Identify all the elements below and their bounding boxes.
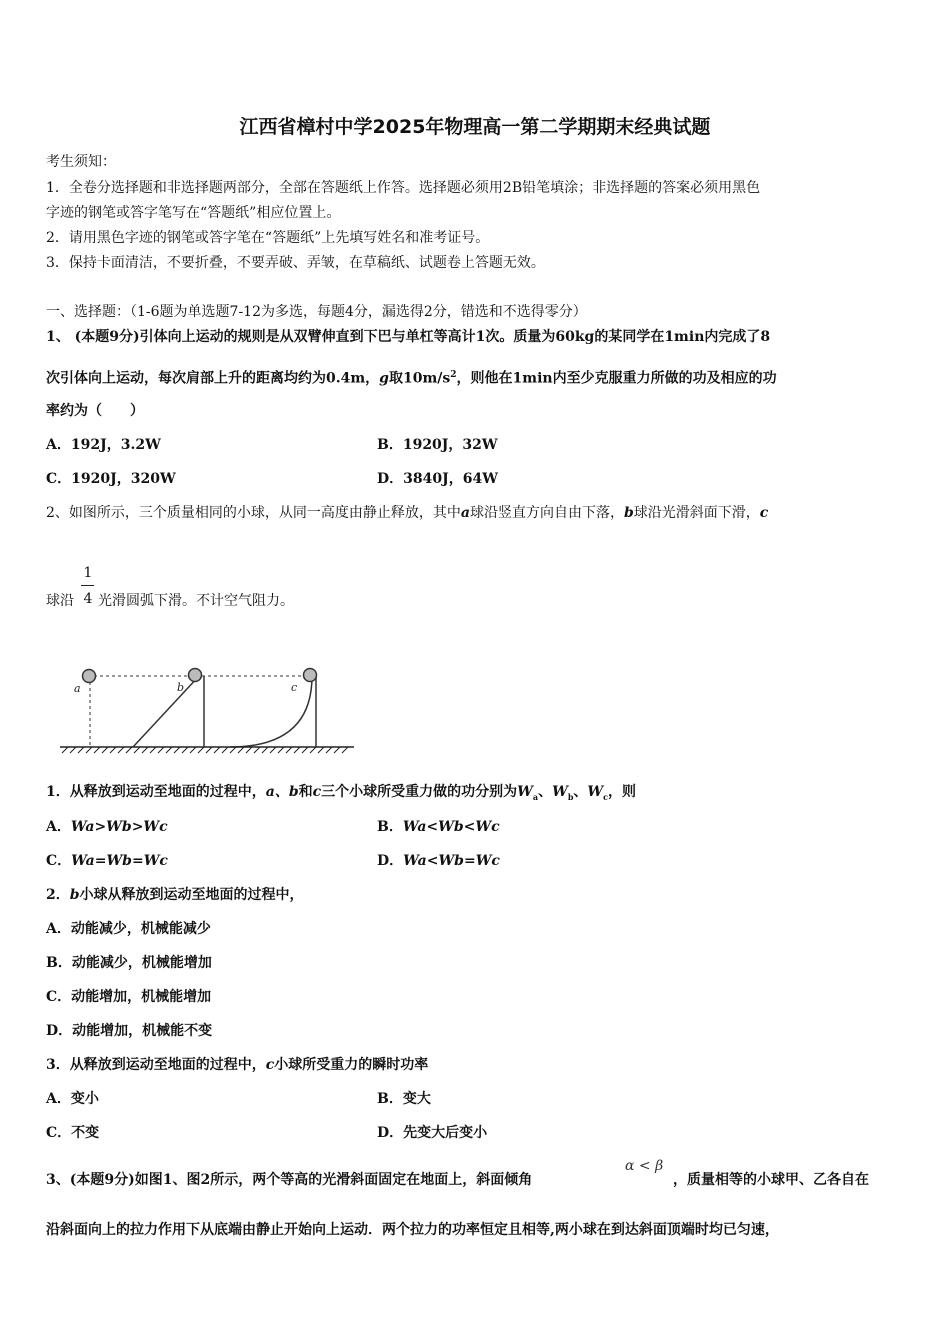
q2-sub3-option-b[interactable]: B．变大 <box>377 1091 431 1107</box>
q1-option-a[interactable]: A．192J，3.2W <box>46 437 161 453</box>
fraction-numerator: 1 <box>83 565 93 581</box>
q2-sub3-option-a[interactable]: A．变小 <box>46 1091 99 1107</box>
label-b: b <box>177 681 185 694</box>
q2-sub3-stem: 3．从释放到运动至地面的过程中，c小球所受重力的瞬时功率 <box>46 1057 429 1073</box>
angle-relation: α < β <box>625 1158 664 1174</box>
q2-sub2-stem: 2．b小球从释放到运动至地面的过程中， <box>46 887 304 903</box>
section-heading: 一、选择题：（1-6题为单选题7-12为多选，每题4分，漏选得2分，错选和不选得零分） <box>46 304 587 320</box>
notice-item: 1．全卷分选择题和非选择题两部分，全部在答题纸上作答。选择题必须用2B铅笔填涂；非选择题的答案必须用黑色 <box>46 180 761 196</box>
q1-option-c[interactable]: C．1920J，320W <box>46 471 176 487</box>
q2-sub1-stem: 1．从释放到运动至地面的过程中，a、b和c三个小球所受重力做的功分别为$W_a$、$W_b$、$W_c$，则 <box>46 784 637 802</box>
q2-line1: 2、如图所示，三个质量相同的小球，从同一高度由静止释放，其中a球沿竖直方向自由下落，b球沿光滑斜面下滑，c <box>46 505 769 521</box>
q2-sub2-option-c[interactable]: C．动能增加，机械能增加 <box>46 989 212 1005</box>
q2-sub2-option-b[interactable]: B．动能减少，机械能增加 <box>46 955 212 971</box>
q3-line1-start: 3、(本题9分)如图1、图2所示，两个等高的光滑斜面固定在地面上，斜面倾角 <box>46 1172 533 1188</box>
page-title: 江西省樟村中学2025年物理高一第二学期期末经典试题 <box>239 116 711 138</box>
ball-c <box>304 669 317 682</box>
q1-line3: 率约为（ ） <box>46 403 144 419</box>
q2-sub2-option-a[interactable]: A．动能减少，机械能减少 <box>46 921 211 937</box>
q2-sub2-option-d[interactable]: D．动能增加，机械能不变 <box>46 1023 213 1039</box>
q2-sub1-option-a[interactable]: A．Wa>Wb>Wc <box>46 819 168 835</box>
quarter-arc <box>230 676 312 747</box>
label-c: c <box>291 681 298 694</box>
q2-line2-start: 球沿 <box>46 593 74 609</box>
ball-a <box>83 670 96 683</box>
ball-b <box>189 669 202 682</box>
q1-option-b[interactable]: B．1920J，32W <box>377 437 498 453</box>
notice-item: 3．保持卡面清洁，不要折叠，不要弄破、弄皱，在草稿纸、试题卷上答题无效。 <box>46 255 545 271</box>
ground-hatching <box>62 747 348 753</box>
q3-line2: 沿斜面向上的拉力作用下从底端由静止开始向上运动．两个拉力的功率恒定且相等,两小球在到达斜面顶端时均已匀速， <box>46 1222 779 1238</box>
label-a: a <box>74 682 81 695</box>
q2-line2-end: 光滑圆弧下滑。不计空气阻力。 <box>98 593 294 609</box>
q3-line1-end: ，质量相等的小球甲、乙各自在 <box>673 1172 869 1188</box>
notice-item: 字迹的钢笔或答字笔写在“答题纸”相应位置上。 <box>46 205 341 221</box>
q1-line2: 次引体向上运动，每次肩部上升的距离均约为0.4m，g取$10m/s^2$，则他在1min内至少克服重力所做的功及相应的功 <box>46 370 777 387</box>
q2-sub3-option-c[interactable]: C．不变 <box>46 1125 100 1141</box>
q1-line1: 1、 (本题9分)引体向上运动的规则是从双臂伸直到下巴与单杠等高计1次。质量为60kg的某同学在1min内完成了8 <box>46 329 771 345</box>
fraction-bar <box>81 585 94 586</box>
q1-option-d[interactable]: D．3840J，64W <box>377 471 498 487</box>
three-balls-figure <box>58 660 358 760</box>
q2-sub3-option-d[interactable]: D．先变大后变小 <box>377 1125 488 1141</box>
fraction-denominator: 4 <box>83 591 93 607</box>
notice-item: 2．请用黑色字迹的钢笔或答字笔在“答题纸”上先填写姓名和准考证号。 <box>46 230 490 246</box>
q2-sub1-option-b[interactable]: B．Wa<Wb<Wc <box>377 819 500 835</box>
q2-sub1-option-c[interactable]: C．Wa=Wb=Wc <box>46 853 168 869</box>
notice-heading: 考生须知： <box>46 154 116 170</box>
incline-slope <box>133 676 199 747</box>
q2-sub1-option-d[interactable]: D．Wa<Wb=Wc <box>377 853 500 869</box>
